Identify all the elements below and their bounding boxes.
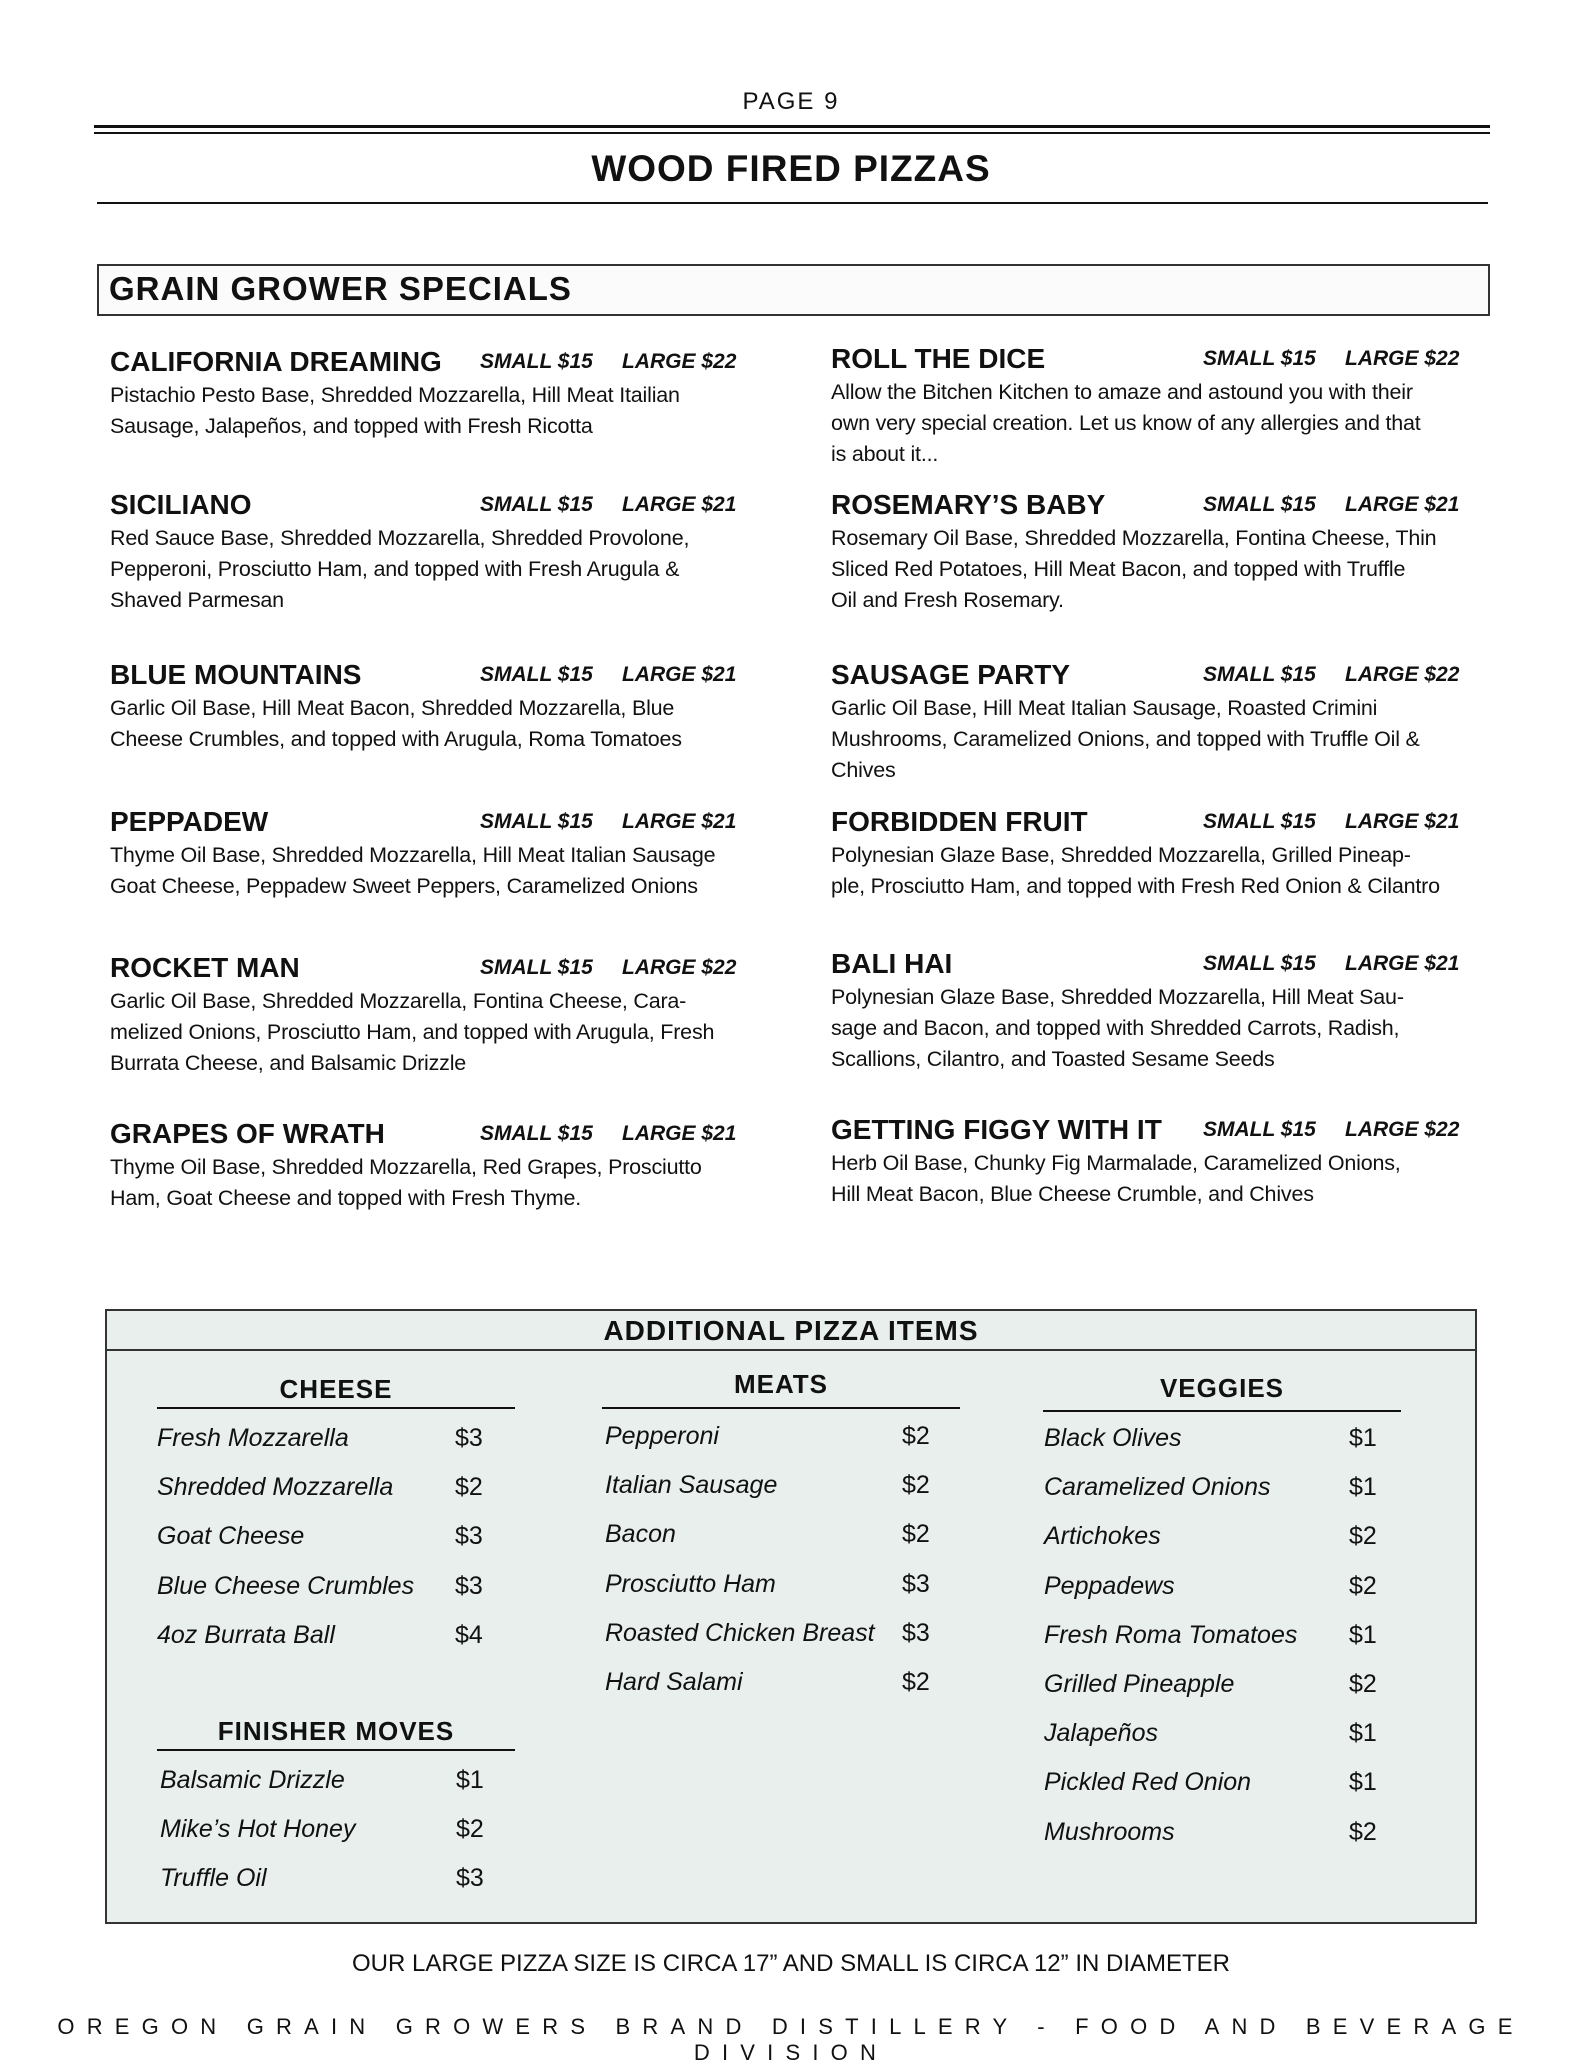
description-line: Chives bbox=[831, 758, 896, 782]
description-line: Red Sauce Base, Shredded Mozzarella, Shredded Provolone, bbox=[110, 526, 690, 550]
veggies-heading: VEGGIES bbox=[1159, 1373, 1285, 1403]
double-rule-bottom bbox=[94, 132, 1490, 134]
large-price: LARGE $21 bbox=[1345, 493, 1460, 516]
item-name: Caramelized Onions bbox=[1044, 1473, 1271, 1502]
description-line: Oil and Fresh Rosemary. bbox=[831, 588, 1064, 612]
large-price: LARGE $21 bbox=[1345, 810, 1460, 833]
item-price: $2 bbox=[1349, 1670, 1377, 1698]
pizza-description bbox=[110, 1152, 702, 1214]
small-price: SMALL $15 bbox=[1203, 952, 1316, 975]
large-price: LARGE $22 bbox=[1345, 663, 1460, 686]
small-price: SMALL $15 bbox=[480, 1122, 593, 1145]
description-line: Shaved Parmesan bbox=[110, 588, 284, 612]
description-line: Thyme Oil Base, Shredded Mozzarella, Hill Meat Italian Sausage bbox=[110, 843, 716, 867]
pizza-description bbox=[110, 840, 715, 902]
item-name: Prosciutto Ham bbox=[605, 1569, 776, 1598]
item-name: Goat Cheese bbox=[157, 1522, 305, 1551]
item-name: Hard Salami bbox=[605, 1668, 743, 1696]
description-line: Sausage, Jalapeños, and topped with Fresh Ricotta bbox=[110, 414, 593, 438]
pizza-description bbox=[831, 982, 1404, 1075]
item-price: $3 bbox=[455, 1522, 483, 1551]
small-price: SMALL $15 bbox=[480, 810, 593, 833]
item-name: Grilled Pineapple bbox=[1044, 1670, 1235, 1698]
description-line: Garlic Oil Base, Hill Meat Bacon, Shredded Mozzarella, Blue bbox=[110, 696, 675, 720]
description-line: own very special creation. Let us know of any allergies and that bbox=[831, 411, 1421, 435]
pizza-name: CALIFORNIA DREAMING bbox=[110, 346, 442, 377]
item-name: 4oz Burrata Ball bbox=[157, 1620, 335, 1649]
small-price: SMALL $15 bbox=[1203, 663, 1316, 686]
large-price: LARGE $21 bbox=[622, 663, 737, 686]
description-line: Mushrooms, Caramelized Onions, and topped with Truffle Oil & bbox=[831, 727, 1420, 751]
page-title: WOOD FIRED PIZZAS bbox=[591, 148, 991, 189]
item-name: Black Olives bbox=[1044, 1424, 1182, 1452]
description-line: ple, Prosciutto Ham, and topped with Fresh Red Onion & Cilantro bbox=[831, 874, 1440, 898]
item-name: Pickled Red Onion bbox=[1044, 1768, 1252, 1797]
pizza-name: PEPPADEW bbox=[110, 806, 269, 837]
large-price: LARGE $21 bbox=[622, 1122, 737, 1145]
description-line: is about it... bbox=[831, 442, 939, 466]
item-name: Blue Cheese Crumbles bbox=[157, 1571, 415, 1600]
item-name: Italian Sausage bbox=[605, 1471, 778, 1500]
large-price: LARGE $22 bbox=[1345, 1118, 1460, 1141]
description-line: melized Onions, Prosciutto Ham, and topped with Arugula, Fresh bbox=[110, 1020, 715, 1044]
meats-rule bbox=[602, 1407, 960, 1409]
pizza-description bbox=[831, 1148, 1401, 1210]
description-line: Pepperoni, Prosciutto Ham, and topped with Fresh Arugula & bbox=[110, 557, 680, 581]
pizza-name: SICILIANO bbox=[110, 489, 252, 520]
page-footer: OREGON GRAIN GROWERS BRAND DISTILLERY - FOOD AND BEVERAGE DIVISION bbox=[57, 2014, 1525, 2065]
item-price: $2 bbox=[1349, 1817, 1377, 1846]
description-line: Polynesian Glaze Base, Shredded Mozzarella, Grilled Pineap- bbox=[831, 843, 1411, 867]
item-name: Fresh Roma Tomatoes bbox=[1044, 1620, 1298, 1649]
item-name: Artichokes bbox=[1044, 1522, 1161, 1551]
pizza-description bbox=[110, 523, 689, 616]
pizza-description bbox=[831, 523, 1436, 616]
description-line: Garlic Oil Base, Shredded Mozzarella, Fontina Cheese, Cara- bbox=[110, 989, 687, 1013]
finisher-rule bbox=[157, 1749, 515, 1751]
small-price: SMALL $15 bbox=[1203, 810, 1316, 833]
cheese-heading: CHEESE bbox=[279, 1374, 393, 1404]
item-price: $2 bbox=[1349, 1522, 1377, 1551]
page-number: PAGE 9 bbox=[742, 88, 840, 115]
item-price: $3 bbox=[902, 1569, 930, 1598]
size-footnote: OUR LARGE PIZZA SIZE IS CIRCA 17” AND SMALL IS CIRCA 12” IN DIAMETER bbox=[352, 1950, 1230, 1977]
pizza-name: GETTING FIGGY WITH IT bbox=[831, 1114, 1162, 1145]
large-price: LARGE $21 bbox=[622, 810, 737, 833]
description-line: Pistachio Pesto Base, Shredded Mozzarella, Hill Meat Itailian bbox=[110, 383, 680, 407]
small-price: SMALL $15 bbox=[480, 663, 593, 686]
item-name: Bacon bbox=[605, 1520, 676, 1549]
small-price: SMALL $15 bbox=[480, 350, 593, 373]
description-line: Ham, Goat Cheese and topped with Fresh Thyme. bbox=[110, 1186, 582, 1210]
description-line: Cheese Crumbles, and topped with Arugula, Roma Tomatoes bbox=[110, 727, 682, 751]
double-rule-top bbox=[94, 125, 1490, 128]
pizza-name: SAUSAGE PARTY bbox=[831, 659, 1071, 690]
description-line: sage and Bacon, and topped with Shredded Carrots, Radish, bbox=[831, 1016, 1400, 1040]
item-name: Jalapeños bbox=[1044, 1719, 1158, 1748]
pizza-name: ROLL THE DICE bbox=[831, 343, 1046, 374]
item-name: Shredded Mozzarella bbox=[157, 1473, 394, 1502]
small-price: SMALL $15 bbox=[480, 956, 593, 979]
item-name: Mushrooms bbox=[1044, 1817, 1175, 1846]
item-name: Truffle Oil bbox=[160, 1864, 267, 1893]
description-line: Scallions, Cilantro, and Toasted Sesame Seeds bbox=[831, 1047, 1275, 1071]
large-price: LARGE $22 bbox=[622, 350, 737, 373]
description-line: Garlic Oil Base, Hill Meat Italian Sausage, Roasted Crimini bbox=[831, 696, 1378, 720]
item-price: $3 bbox=[455, 1571, 483, 1600]
item-price: $1 bbox=[1349, 1768, 1377, 1797]
description-line: Allow the Bitchen Kitchen to amaze and astound you with their bbox=[831, 380, 1413, 404]
pizza-description bbox=[110, 380, 680, 442]
item-name: Peppadews bbox=[1044, 1571, 1175, 1600]
additional-items-heading: ADDITIONAL PIZZA ITEMS bbox=[107, 1311, 1475, 1351]
pizza-description bbox=[831, 840, 1440, 902]
cheese-rule bbox=[157, 1407, 515, 1409]
large-price: LARGE $21 bbox=[1345, 952, 1460, 975]
item-price: $2 bbox=[455, 1473, 483, 1502]
item-name: Balsamic Drizzle bbox=[160, 1766, 345, 1794]
finisher-heading: FINISHER MOVES bbox=[217, 1716, 455, 1746]
item-price: $4 bbox=[455, 1620, 483, 1649]
large-price: LARGE $22 bbox=[622, 956, 737, 979]
item-price: $3 bbox=[456, 1864, 484, 1893]
pizza-name: GRAPES OF WRATH bbox=[110, 1118, 385, 1149]
item-name: Fresh Mozzarella bbox=[157, 1424, 349, 1452]
pizza-description bbox=[831, 693, 1420, 786]
description-line: Rosemary Oil Base, Shredded Mozzarella, Fontina Cheese, Thin bbox=[831, 526, 1437, 550]
small-price: SMALL $15 bbox=[1203, 1118, 1316, 1141]
item-price: $2 bbox=[902, 1422, 930, 1450]
item-price: $3 bbox=[455, 1424, 483, 1452]
item-price: $2 bbox=[1349, 1571, 1377, 1600]
item-price: $1 bbox=[1349, 1620, 1377, 1649]
pizza-name: ROSEMARY’S BABY bbox=[831, 489, 1106, 520]
item-price: $2 bbox=[902, 1668, 930, 1696]
title-divider bbox=[97, 202, 1488, 204]
pizza-name: BALI HAI bbox=[831, 948, 953, 979]
meats-heading: MEATS bbox=[733, 1369, 829, 1399]
item-price: $1 bbox=[1349, 1473, 1377, 1502]
specials-heading: GRAIN GROWER SPECIALS bbox=[109, 270, 572, 307]
description-line: Polynesian Glaze Base, Shredded Mozzarella, Hill Meat Sau- bbox=[831, 985, 1404, 1009]
item-price: $2 bbox=[902, 1471, 930, 1500]
specials-header-box bbox=[97, 264, 1490, 316]
pizza-description bbox=[110, 986, 714, 1079]
pizza-name: BLUE MOUNTAINS bbox=[110, 659, 362, 690]
description-line: Burrata Cheese, and Balsamic Drizzle bbox=[110, 1051, 467, 1075]
large-price: LARGE $21 bbox=[622, 493, 737, 516]
description-line: Thyme Oil Base, Shredded Mozzarella, Red Grapes, Prosciutto bbox=[110, 1155, 702, 1179]
item-name: Mike’s Hot Honey bbox=[160, 1815, 356, 1844]
description-line: Hill Meat Bacon, Blue Cheese Crumble, and Chives bbox=[831, 1182, 1314, 1206]
item-price: $3 bbox=[902, 1618, 930, 1647]
item-price: $1 bbox=[1349, 1424, 1377, 1452]
pizza-name: FORBIDDEN FRUIT bbox=[831, 806, 1088, 837]
description-line: Herb Oil Base, Chunky Fig Marmalade, Caramelized Onions, bbox=[831, 1151, 1401, 1175]
item-price: $1 bbox=[456, 1766, 484, 1794]
small-price: SMALL $15 bbox=[1203, 493, 1316, 516]
description-line: Sliced Red Potatoes, Hill Meat Bacon, and topped with Truffle bbox=[831, 557, 1406, 581]
item-name: Pepperoni bbox=[605, 1422, 719, 1450]
item-name: Roasted Chicken Breast bbox=[605, 1618, 875, 1647]
item-price: $2 bbox=[902, 1520, 930, 1549]
item-price: $1 bbox=[1349, 1719, 1377, 1748]
item-price: $2 bbox=[456, 1815, 484, 1844]
pizza-description bbox=[831, 377, 1421, 470]
pizza-name: ROCKET MAN bbox=[110, 952, 300, 983]
pizza-description bbox=[110, 693, 682, 755]
large-price: LARGE $22 bbox=[1345, 347, 1460, 370]
description-line: Goat Cheese, Peppadew Sweet Peppers, Caramelized Onions bbox=[110, 874, 698, 898]
veggies-rule bbox=[1043, 1410, 1401, 1412]
small-price: SMALL $15 bbox=[480, 493, 593, 516]
small-price: SMALL $15 bbox=[1203, 347, 1316, 370]
